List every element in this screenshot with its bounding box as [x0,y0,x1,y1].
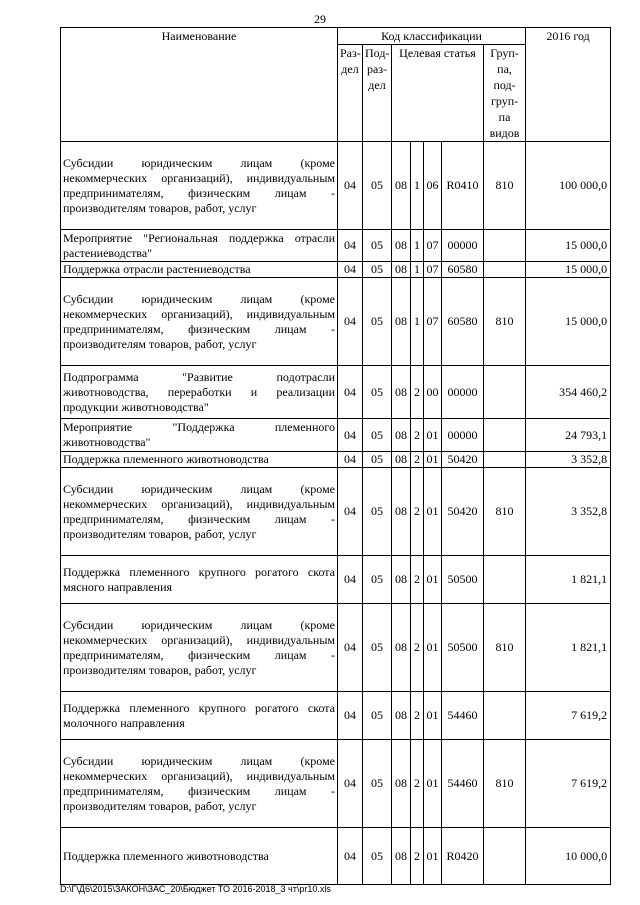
row-name: Субсидии юридическим лицам (кроме некоммерческих организаций), индивидуальным предпринимателям, физическим лицам - производителям товаров, работ, услуг [61,468,338,556]
row-target-subprogram: 2 [411,468,424,556]
row-amount: 100 000,0 [526,142,611,230]
row-podrazdel: 05 [363,604,392,692]
row-target-subprogram: 2 [411,452,424,468]
row-name: Поддержка племенного животноводства [61,452,338,468]
header-classification: Код классификации [338,28,526,45]
row-razdel: 04 [338,419,363,452]
table-row [61,692,611,740]
row-target-direction: 60580 [442,262,484,278]
row-group [484,366,526,419]
row-razdel: 04 [338,142,363,230]
row-group [484,419,526,452]
row-target-program: 08 [392,142,411,230]
row-razdel: 04 [338,452,363,468]
table-row [61,142,611,230]
row-name: Мероприятие "Поддержка племенного животноводства" [61,419,338,452]
row-target-subprogram: 2 [411,692,424,740]
row-amount: 10 000,0 [526,828,611,885]
row-name: Подпрограмма "Развитие подотрасли животноводства, переработки и реализации продукции животноводства" [61,366,338,419]
row-amount: 3 352,8 [526,468,611,556]
row-target-program: 08 [392,419,411,452]
row-amount: 15 000,0 [526,278,611,366]
row-podrazdel: 05 [363,419,392,452]
row-razdel: 04 [338,604,363,692]
row-podrazdel: 05 [363,230,392,262]
row-target-direction: 00000 [442,366,484,419]
row-razdel: 04 [338,262,363,278]
row-target-direction: 00000 [442,230,484,262]
table-row [61,230,611,262]
header-year: 2016 год [526,28,611,142]
row-podrazdel: 05 [363,142,392,230]
row-target-program: 08 [392,604,411,692]
row-name: Субсидии юридическим лицам (кроме некоммерческих организаций), индивидуальным предпринимателям, физическим лицам - производителям товаров, работ, услуг [61,278,338,366]
row-target-program: 08 [392,278,411,366]
row-podrazdel: 05 [363,366,392,419]
table-row [61,419,611,452]
row-target-direction: 50500 [442,556,484,604]
row-target-subprogram: 2 [411,740,424,828]
file-path-footer: D:\Г\Д6\2015\ЗАКОН\ЗАС_20\Бюджет ТО 2016-2018_3 чт\pr10.xls [60,884,331,894]
page-number: 29 [314,12,326,26]
row-podrazdel: 05 [363,740,392,828]
row-amount: 7 619,2 [526,740,611,828]
row-razdel: 04 [338,828,363,885]
row-podrazdel: 05 [363,828,392,885]
row-target-program: 08 [392,452,411,468]
row-group [484,262,526,278]
row-target-direction: 54460 [442,740,484,828]
row-target-direction: 60580 [442,278,484,366]
table-row [61,452,611,468]
row-target-program: 08 [392,556,411,604]
row-amount: 1 821,1 [526,604,611,692]
row-group: 810 [484,740,526,828]
row-group: 810 [484,142,526,230]
row-target-event: 00 [424,366,442,419]
row-target-subprogram: 2 [411,366,424,419]
row-name: Поддержка племенного крупного рогатого скота молочного направления [61,692,338,740]
row-razdel: 04 [338,692,363,740]
row-target-program: 08 [392,262,411,278]
row-target-direction: 00000 [442,419,484,452]
header-razdel: Раз- дел [338,45,363,142]
row-target-subprogram: 2 [411,556,424,604]
row-podrazdel: 05 [363,278,392,366]
row-razdel: 04 [338,230,363,262]
header-group: Груп- па, под- груп- па видов [484,45,526,142]
row-target-subprogram: 2 [411,604,424,692]
row-name: Поддержка племенного животноводства [61,828,338,885]
row-target-event: 01 [424,692,442,740]
row-target-program: 08 [392,468,411,556]
row-target-subprogram: 2 [411,828,424,885]
row-razdel: 04 [338,278,363,366]
table-row [61,366,611,419]
row-group [484,230,526,262]
row-amount: 1 821,1 [526,556,611,604]
row-group: 810 [484,604,526,692]
row-target-event: 01 [424,468,442,556]
row-target-direction: 50420 [442,468,484,556]
row-name: Поддержка отрасли растениеводства [61,262,338,278]
table-body [61,142,611,885]
row-group: 810 [484,468,526,556]
row-target-program: 08 [392,828,411,885]
row-target-subprogram: 1 [411,262,424,278]
row-name: Мероприятие "Региональная поддержка отрасли растениеводства" [61,230,338,262]
row-target-event: 01 [424,828,442,885]
row-amount: 7 619,2 [526,692,611,740]
row-target-subprogram: 1 [411,278,424,366]
header-target: Целевая статья [392,45,484,142]
row-target-event: 07 [424,278,442,366]
row-group [484,692,526,740]
row-amount: 354 460,2 [526,366,611,419]
row-group [484,828,526,885]
row-group [484,556,526,604]
row-target-event: 01 [424,556,442,604]
row-target-program: 08 [392,230,411,262]
row-target-event: 01 [424,452,442,468]
row-razdel: 04 [338,366,363,419]
header-name: Наименование [61,28,338,142]
row-razdel: 04 [338,556,363,604]
table-row [61,262,611,278]
row-target-event: 07 [424,262,442,278]
row-target-program: 08 [392,366,411,419]
row-podrazdel: 05 [363,468,392,556]
row-target-program: 08 [392,740,411,828]
row-target-event: 01 [424,604,442,692]
row-podrazdel: 05 [363,452,392,468]
row-target-subprogram: 2 [411,419,424,452]
budget-table [60,27,611,885]
table-row [61,828,611,885]
row-name: Поддержка племенного крупного рогатого скота мясного направления [61,556,338,604]
row-name: Субсидии юридическим лицам (кроме некоммерческих организаций), индивидуальным предпринимателям, физическим лицам - производителям товаров, работ, услуг [61,142,338,230]
row-target-subprogram: 1 [411,142,424,230]
table-row [61,556,611,604]
row-target-event: 07 [424,230,442,262]
row-name: Субсидии юридическим лицам (кроме некоммерческих организаций), индивидуальным предпринимателям, физическим лицам - производителям товаров, работ, услуг [61,740,338,828]
row-amount: 3 352,8 [526,452,611,468]
row-podrazdel: 05 [363,262,392,278]
row-target-direction: 54460 [442,692,484,740]
row-target-program: 08 [392,692,411,740]
row-target-event: 01 [424,740,442,828]
row-podrazdel: 05 [363,556,392,604]
row-group: 810 [484,278,526,366]
row-amount: 24 793,1 [526,419,611,452]
table-row [61,740,611,828]
row-target-subprogram: 1 [411,230,424,262]
row-target-event: 06 [424,142,442,230]
row-podrazdel: 05 [363,692,392,740]
row-amount: 15 000,0 [526,262,611,278]
table-row [61,278,611,366]
row-razdel: 04 [338,740,363,828]
table-row [61,468,611,556]
row-razdel: 04 [338,468,363,556]
row-target-event: 01 [424,419,442,452]
header-podrazdel: Под- раз- дел [363,45,392,142]
row-group [484,452,526,468]
row-target-direction: R0410 [442,142,484,230]
row-target-direction: R0420 [442,828,484,885]
table-row [61,604,611,692]
row-name: Субсидии юридическим лицам (кроме некоммерческих организаций), индивидуальным предпринимателям, физическим лицам - производителям товаров, работ, услуг [61,604,338,692]
row-amount: 15 000,0 [526,230,611,262]
row-target-direction: 50500 [442,604,484,692]
row-target-direction: 50420 [442,452,484,468]
